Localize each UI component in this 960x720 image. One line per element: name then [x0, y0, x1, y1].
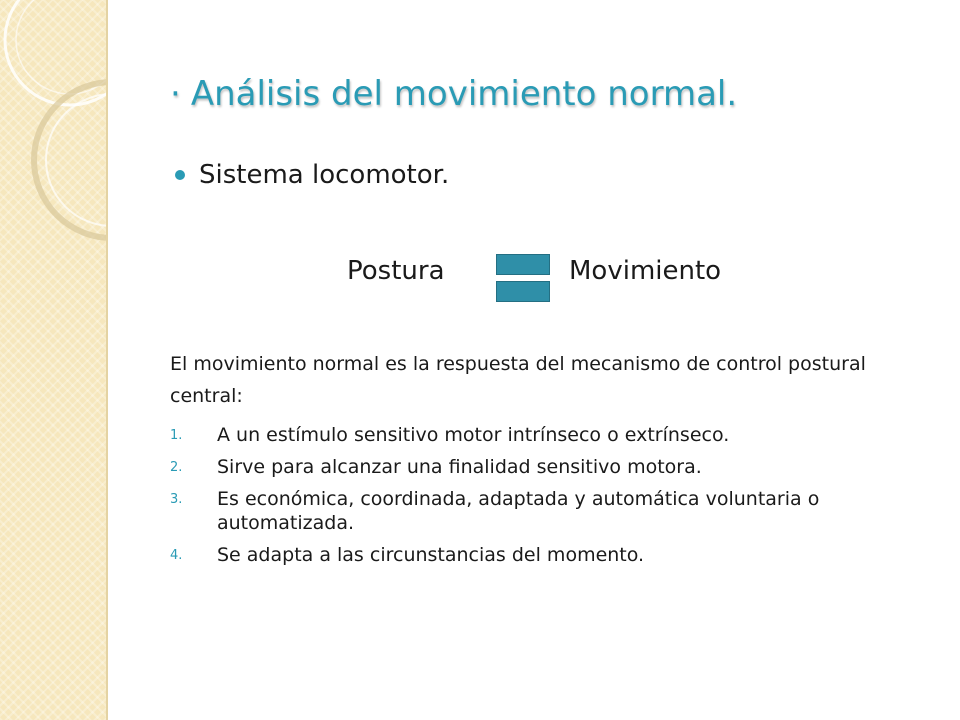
- bullet-text: Sistema locomotor.: [199, 160, 450, 190]
- bullet-dot-icon: [175, 170, 185, 180]
- list-text: A un estímulo sensitivo motor intrínseco o extrínseco.: [217, 424, 730, 446]
- equation-left-term: Postura: [347, 256, 445, 286]
- list-item: [170, 543, 890, 567]
- title-marker: ·: [170, 74, 181, 114]
- list-item: [170, 455, 890, 479]
- equals-bar-top: [496, 254, 550, 275]
- body-paragraph: El movimiento normal es la respuesta del mecanismo de control postural central:: [170, 353, 866, 407]
- list-item: [170, 423, 890, 447]
- title-text: Análisis del movimiento normal.: [190, 74, 738, 114]
- list-number: 3.: [170, 492, 183, 507]
- equation-postura-movimiento: [340, 250, 760, 306]
- equals-bar-bottom: [496, 281, 550, 302]
- list-number: 4.: [170, 548, 183, 563]
- numbered-list: [170, 423, 890, 575]
- list-text: Es económica, coordinada, adaptada y automática voluntaria o automatizada.: [217, 488, 820, 534]
- list-number: 1.: [170, 428, 183, 443]
- equals-sign-icon: [496, 254, 550, 302]
- equation-right-term: Movimiento: [569, 256, 722, 286]
- list-number: 2.: [170, 460, 183, 475]
- decorative-side-strip: [0, 0, 108, 720]
- list-text: Sirve para alcanzar una finalidad sensitivo motora.: [217, 456, 702, 478]
- list-text: Se adapta a las circunstancias del momento.: [217, 544, 645, 566]
- bullet-item: [175, 160, 449, 190]
- decorative-circles: [0, 0, 106, 720]
- list-item: [170, 487, 890, 535]
- slide-title: [170, 74, 737, 114]
